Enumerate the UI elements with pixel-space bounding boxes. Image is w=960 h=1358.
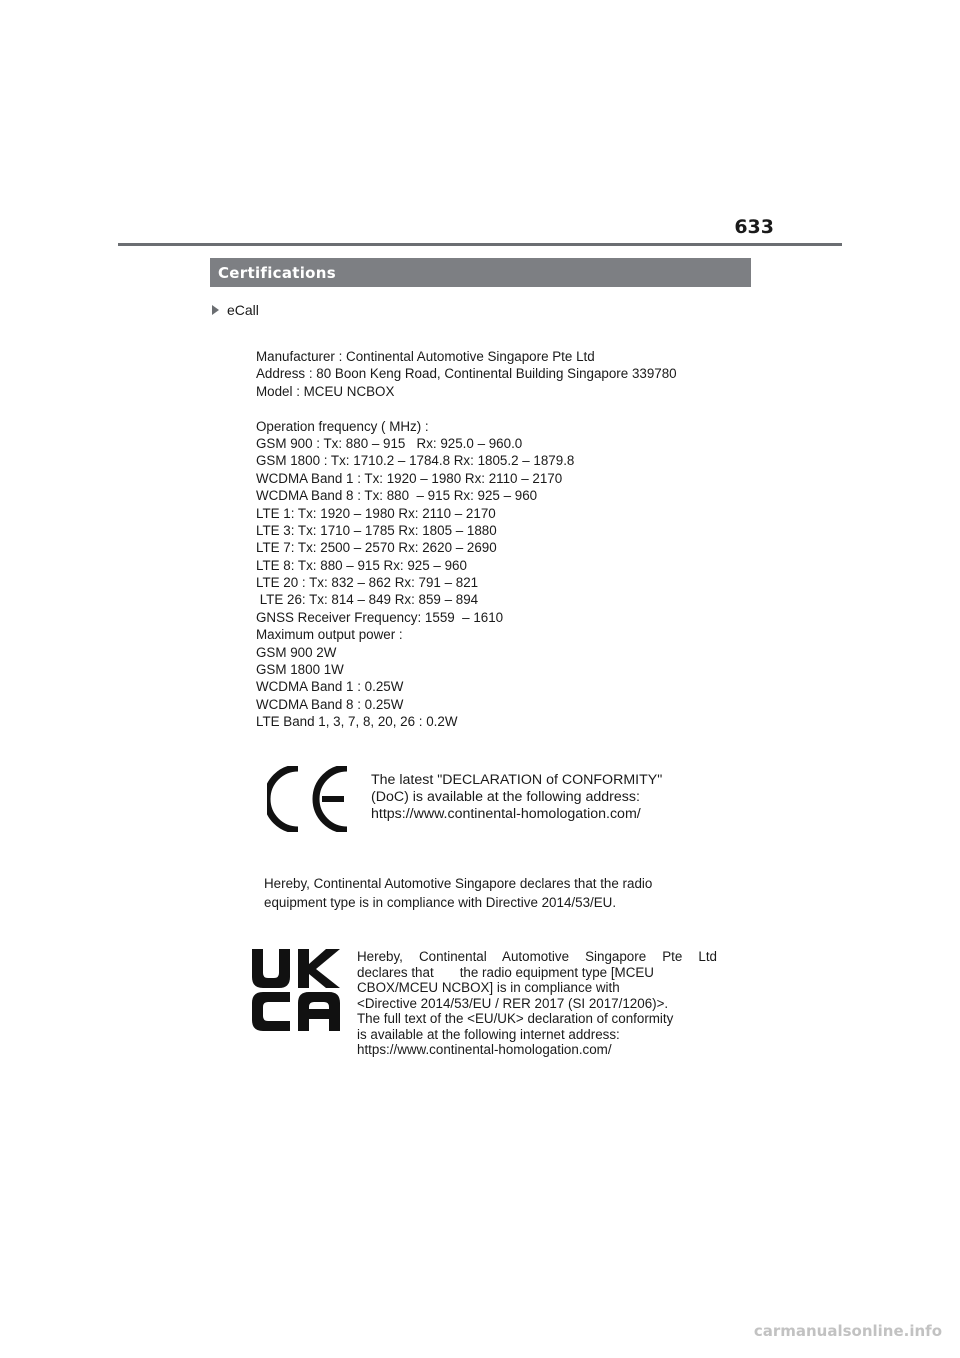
manufacturer-spec-block xyxy=(256,348,726,731)
subsection-heading xyxy=(212,302,259,318)
doc-availability-notice xyxy=(371,772,711,822)
spec-line: WCDMA Band 8 : Tx: 880 – 915 Rx: 925 – 960 xyxy=(256,488,538,504)
spec-line: LTE 26: Tx: 814 – 849 Rx: 859 – 894 xyxy=(256,592,479,608)
doc-notice-line: (DoC) is available at the following address: xyxy=(371,788,640,805)
spec-line: WCDMA Band 1 : 0.25W xyxy=(256,679,404,695)
subsection-label: eCall xyxy=(227,302,259,318)
doc-notice-url: https://www.continental-homologation.com/ xyxy=(371,805,641,822)
spec-line: Maximum output power : xyxy=(256,627,403,643)
eu-declaration-line: equipment type is in compliance with Directive 2014/53/EU. xyxy=(264,895,617,910)
uk-declaration-line: <Directive 2014/53/EU / RER 2017 (SI 2017/1206)>. xyxy=(357,995,669,1011)
spec-line: WCDMA Band 1 : Tx: 1920 – 1980 Rx: 2110 – 2170 xyxy=(256,470,563,486)
uk-declaration-line: Hereby, Continental Automotive Singapore Pte Ltd xyxy=(357,949,717,964)
spec-line: Address : 80 Boon Keng Road, Continental Building Singapore 339780 xyxy=(256,366,677,382)
spec-line: Manufacturer : Continental Automotive Singapore Pte Ltd xyxy=(256,349,595,364)
spec-line: GSM 900 : Tx: 880 – 915 Rx: 925.0 – 960.0 xyxy=(256,435,523,451)
uk-declaration-line: declares that the radio equipment type [MCEU xyxy=(357,964,654,980)
spec-line: GNSS Receiver Frequency: 1559 – 1610 xyxy=(256,609,504,625)
uk-declaration-line: is available at the following internet address: xyxy=(357,1026,620,1042)
site-watermark: carmanualsonline.info xyxy=(753,1322,942,1340)
ce-mark-icon xyxy=(267,766,349,832)
spec-line: Model : MCEU NCBOX xyxy=(256,383,395,399)
triangle-bullet-icon xyxy=(212,305,219,315)
spec-line: WCDMA Band 8 : 0.25W xyxy=(256,696,404,712)
header-rule xyxy=(118,243,842,246)
spec-line: LTE 20 : Tx: 832 – 862 Rx: 791 – 821 xyxy=(256,575,479,591)
uk-declaration-url: https://www.continental-homologation.com/ xyxy=(357,1042,612,1057)
section-title: Certifications xyxy=(218,263,336,282)
spec-line: LTE 1: Tx: 1920 – 1980 Rx: 2110 – 2170 xyxy=(256,505,496,521)
ukca-mark-icon xyxy=(250,947,342,1033)
eu-declaration-line: Hereby, Continental Automotive Singapore declares that the radio xyxy=(264,876,653,891)
eu-declaration xyxy=(264,874,704,912)
uk-declaration-line: The full text of the <EU/UK> declaration of conformity xyxy=(357,1011,674,1026)
section-header-bar xyxy=(210,258,751,287)
spec-line: GSM 900 2W xyxy=(256,644,337,660)
spec-line: GSM 1800 : Tx: 1710.2 – 1784.8 Rx: 1805.2 – 1879.8 xyxy=(256,453,575,469)
doc-notice-line: The latest "DECLARATION of CONFORMITY" xyxy=(371,772,663,788)
spec-line: LTE 3: Tx: 1710 – 1785 Rx: 1805 – 1880 xyxy=(256,522,497,538)
spec-line: LTE 8: Tx: 880 – 915 Rx: 925 – 960 xyxy=(256,557,467,573)
spec-line: LTE Band 1, 3, 7, 8, 20, 26 : 0.2W xyxy=(256,714,458,730)
spec-line: GSM 1800 1W xyxy=(256,662,344,678)
uk-declaration-line: CBOX/MCEU NCBOX] is in compliance with xyxy=(357,980,620,995)
uk-declaration xyxy=(357,949,717,1058)
spec-line: LTE 7: Tx: 2500 – 2570 Rx: 2620 – 2690 xyxy=(256,540,497,556)
page-number: 633 xyxy=(734,216,774,238)
spec-line: Operation frequency ( MHz) : xyxy=(256,418,429,434)
spec-line xyxy=(256,400,726,417)
